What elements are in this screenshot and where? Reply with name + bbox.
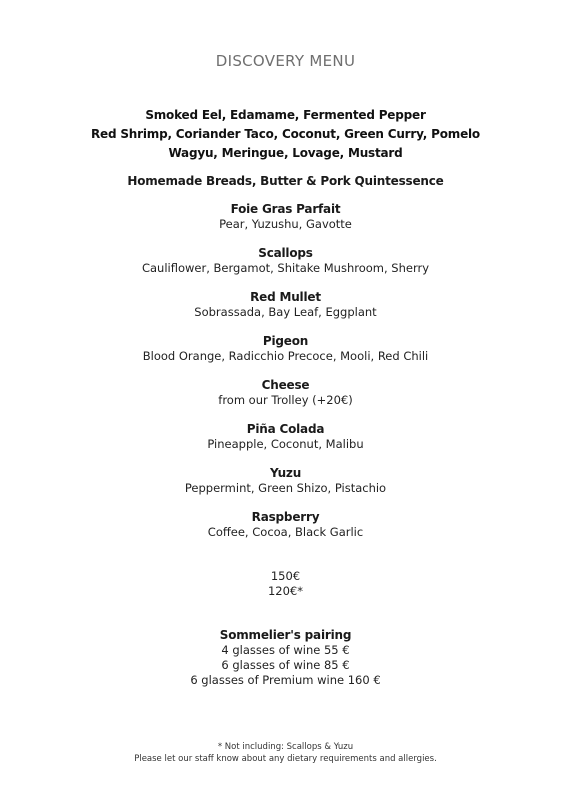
- course-name: Cheese: [261, 378, 310, 392]
- course-description: Coffee, Cocoa, Black Garlic: [207, 525, 364, 539]
- pairing-option: 6 glasses of Premium wine 160 €: [190, 673, 381, 687]
- course-name: Foie Gras Parfait: [230, 202, 341, 216]
- course-name: Yuzu: [269, 466, 302, 480]
- menu-price-reduced: 120€*: [267, 584, 304, 598]
- course-name: Red Mullet: [250, 290, 321, 304]
- course-item: [0, 378, 571, 422]
- starters-section: [0, 106, 571, 163]
- course-description: Peppermint, Green Shizo, Pistachio: [184, 481, 387, 495]
- pairing-option: 6 glasses of wine 85 €: [221, 658, 350, 672]
- course-item: [0, 334, 571, 378]
- course-description: from our Trolley (+20€): [218, 393, 353, 407]
- pairing-option: 4 glasses of wine 55 €: [221, 643, 350, 657]
- prices-section: [0, 569, 571, 599]
- course-name: Pigeon: [262, 334, 309, 348]
- starter-item: Smoked Eel, Edamame, Fermented Pepper: [145, 108, 426, 122]
- course-item: [0, 246, 571, 290]
- footnote-allergies: Please let our staff know about any dietary requirements and allergies.: [134, 754, 437, 764]
- course-item: [0, 466, 571, 510]
- course-item: [0, 290, 571, 334]
- course-item: [0, 422, 571, 466]
- course-item: [0, 202, 571, 246]
- menu-price: 150€: [270, 569, 301, 583]
- menu-title: DISCOVERY MENU: [215, 52, 356, 70]
- course-item: [0, 510, 571, 554]
- footnote-exclusions: * Not including: Scallops & Yuzu: [217, 742, 354, 752]
- course-name: Scallops: [258, 246, 313, 260]
- pairing-section: [0, 628, 571, 688]
- courses-section: [0, 202, 571, 554]
- course-description: Blood Orange, Radicchio Precoce, Mooli, Red Chili: [142, 349, 429, 363]
- course-name: Raspberry: [251, 510, 320, 524]
- course-description: Sobrassada, Bay Leaf, Eggplant: [194, 305, 377, 319]
- starter-item: Wagyu, Meringue, Lovage, Mustard: [168, 146, 403, 160]
- course-description: Pineapple, Coconut, Malibu: [207, 437, 364, 451]
- pairing-title: Sommelier's pairing: [219, 628, 352, 642]
- breads-line: Homemade Breads, Butter & Pork Quintessence: [127, 174, 444, 188]
- starter-item: Red Shrimp, Coriander Taco, Coconut, Green Curry, Pomelo: [91, 127, 480, 141]
- course-description: Cauliflower, Bergamot, Shitake Mushroom, Sherry: [141, 261, 430, 275]
- course-name: Piña Colada: [246, 422, 325, 436]
- footer-notes: [0, 741, 571, 765]
- course-description: Pear, Yuzushu, Gavotte: [219, 217, 352, 231]
